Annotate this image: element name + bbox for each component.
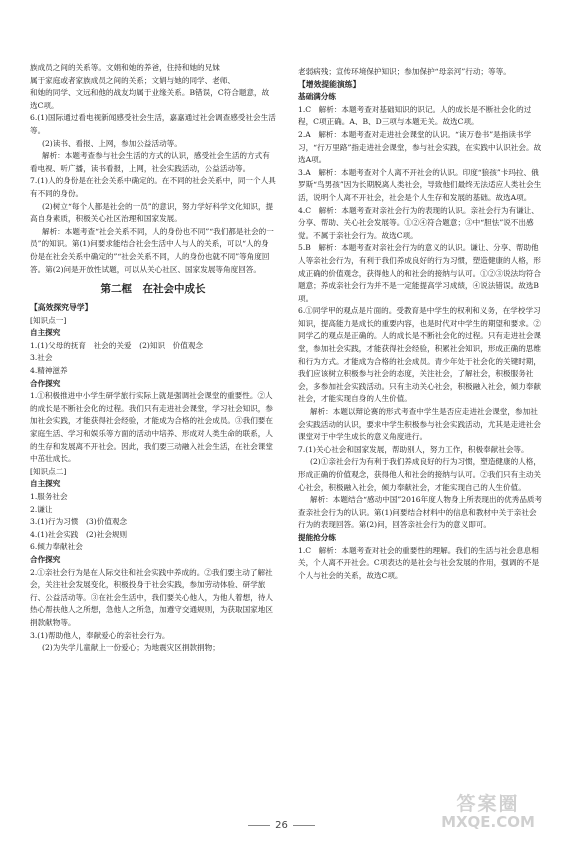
subheading: 合作探究	[30, 554, 61, 564]
answer-item: 4.精神滋养	[30, 366, 68, 376]
answer-item: 3.A 解析：本题考查对个人离不开社会的认识。印度“狼孩”卡玛拉、俄罗斯“鸟男孩”因为长期脱离人类社会，导致他们最终无法适应人类社会生活，说明个人离不开社会，社会是个人生存和发展的基础。故选A项。	[298, 167, 542, 202]
answer-item: 4.(1)社会实践 (2)社会规则	[30, 529, 128, 539]
subheading: 自主探究	[30, 328, 61, 338]
answer-paragraph: 1.①积极推进中小学生研学旅行实际上就是强调社会课堂的重要性。②人的成长是不断社会化的过程。我们只有走进社会课堂，学习社会知识，参加社会实践，才能获得社会经验，才能成为合格的社会成员。③我们要在家庭生活、学习和娱乐等方面的活动中培养、形成对人类生命的联系，人的生存和发展离不开社会。因此，我们要三动融入社会生活，在社会课堂中茁壮成长。	[30, 391, 273, 464]
answer-item: (2)读书、看报、上网，参加公益活动等。	[42, 138, 182, 148]
answer-item: 3.(1)帮助他人，奉献爱心的亲社会行为。	[30, 630, 170, 640]
answer-item: 2.A 解析：本题考查对走进社会课堂的认识。“读万卷书”是指读书学习，“行万里路”指走进社会课堂，参与社会实践，在实践中认识社会。故选A项。	[298, 129, 542, 165]
answer-item: 1.C 解析：本题考查对社会的重要性的理解。我们的生活与社会息息相关，个人离不开社会。C项表达的是社会与社会发展的作用，强调的不是个人与社会的关系，故选C项。	[298, 545, 540, 580]
section-title: 第二框 在社会中成长	[100, 283, 206, 296]
explanation: 解析：本题以辩论赛的形式考查中学生是否应走进社会课堂，参加社会实践活动的认识，要求中学生积极参与社会实践活动，尤其是走进社会课堂对于中学生成长的意义角度进行。	[298, 407, 541, 442]
answer-item: (2)①亲社会行为有利于我们养成良好的行为习惯，塑造健康的人格，形成正确的价值观念，获得他人和社会的接纳与认可。②我们只有主动关心社会，积极融入社会，倾力奉献社会，才能实现自己的人生价值。	[298, 457, 541, 492]
section-header: 【增效提能演练】	[298, 79, 361, 89]
text-line: 族成员之间的关系等。文娟和她的养爸，住持和她的兄妹	[30, 63, 220, 72]
page-number: 26	[0, 820, 563, 831]
answer-paragraph: 2.①亲社会行为是在人际交往和社会实践中养成的。②我们要主动了解社会，关注社会发展变化，积极投身于社会实践，参加劳动体验、研学旅行、公益活动等。③在社会生活中，我们要关心他人，为他人着想，待人热心帮扶他人之所想，急他人之所急，加遵守交通规则，为获取国家地区捐款献物等。	[30, 567, 273, 627]
answer-item: 3.(1)行为习惯 (3)价值观念	[30, 517, 128, 527]
explanation: 解析：本题结合“感动中国”2016年度人物身上所表现出的优秀品质考查亲社会行为的认识。第(1)问要结合材料中的信息和教材中关于亲社会行为的表现回答。第(2)问，回答亲社会行为的意义即可。	[298, 495, 543, 530]
answer-item: 4.C 解析：本题考查对亲社会行为的表现的认识。亲社会行为有谦让、分享、帮助、关心社会发展等。①②④符合题意；③中“胆怯”说不出感觉。不属于亲社会行为。故选C项。	[298, 205, 539, 240]
explanation: 解析：本题考查参与社会生活的方式的认识，感受社会生活的方式有看电视、听广播，读书看报，上网，社会实践活动，公益活动等。	[30, 151, 270, 173]
answer-item: 6.(1)国际通过看电视新闻感受社会生活，嘉嘉通过社会调查感受社会生活等。	[30, 113, 276, 135]
answer-item: 7.(1)人的身份是在社会关系中确定的。在不同的社会关系中，同一个人具有不同的身份。	[30, 176, 276, 198]
answer-item: 2.谦让	[30, 504, 53, 514]
subheading: 提能抢分练	[298, 532, 336, 542]
answer-item: 1.C 解析：本题考查对基础知识的识记。人的成长是不断社会化的过程，C项正确。A、B、D三项与本题无关。故选C项。	[298, 104, 532, 127]
answer-item: 5.B 解析：本题考查对亲社会行为的意义的认识。谦让、分享、帮助他人等亲社会行为，有利于我们养成良好的行为习惯，塑造健康的人格，形成正确的价值观念，获得他人的和社会的接纳与认可。①②③说法均符合题意；养成亲社会行为并不是一定能提高学习成绩，④说法错误。故选B项。	[298, 243, 541, 303]
answer-item: 6.①同学甲的观点是片面的。受教育是中学生的权利和义务，在学校学习知识，提高能力是成长的重要内容，也是时代对中学生的期望和要求。②同学乙的观点是正确的。人的成长是不断社会化的过程。只有走进社会课堂，参加社会实践，才能获得社会经验，积累社会知识，形成正确的思维和行为方式。才能成为合格的社会成员。青少年处于社会化的关键时期，我们应该树立积极参与社会的态度，关注社会，了解社会，积极服务社会，多参加社会实践活动。只有主动关心社会，积极融入社会，倾力奉献社会，才能实现自身的人生价值。	[298, 306, 541, 404]
watermark-logo: 答案圈 MXQE.COM	[441, 793, 535, 831]
right-column	[298, 66, 544, 582]
answer-item: 6.倾力奉献社会	[30, 542, 83, 552]
answer-item: 7.(1)关心社会和国家发展，帮助别人，努力工作，积极奉献社会等。	[298, 444, 529, 454]
text-line: 和她的同学、文远和他的战友均属于业缘关系。B错误，C符合题意，故选C项。	[30, 88, 270, 110]
answer-item: (2)树立“每个人都是社会的一员”的意识，努力学好科学文化知识，提高自身素质，积极关心社区治理和国家发展。	[30, 201, 274, 224]
section-header: 【高效探究导学】	[30, 303, 93, 313]
subheading: 合作探究	[30, 378, 61, 388]
text-line: 老弱病残；宣传环境保护知识；参加保护“母亲河”行动；等等。	[298, 67, 511, 76]
explanation: 解析：本题考查“社会关系不同，人的身份也不同”“我们都是社会的一员”的知识。第(1)问要求能结合社会生活中人与人的关系，可以“人的身份是在社会关系中确定的”“社会关系不同，人的身份也就不同”等角度回答。第(2)问是开放性试题，可以从关心社区、国家发展等角度回答。	[30, 226, 274, 274]
answer-item: 3.社会	[30, 353, 53, 363]
subheading: 基础满分练	[298, 92, 336, 102]
answer-item: (2)为失学儿童献上一份爱心；为地震灾区捐款捐物；	[42, 643, 220, 653]
knowledge-point-label: [知识点一]	[30, 315, 67, 325]
answer-item: 1.服务社会	[30, 492, 68, 501]
answer-item: 1.(1)父母的抚育 社会的关爱 (2)知识 价值观念	[30, 340, 204, 350]
subheading: 自主探究	[30, 479, 61, 489]
text-line: 属于家庭或者家族成员之间的关系；文娟与她的同学、老师、	[30, 75, 236, 85]
left-column	[30, 62, 276, 655]
knowledge-point-label: [知识点二]	[30, 466, 67, 476]
